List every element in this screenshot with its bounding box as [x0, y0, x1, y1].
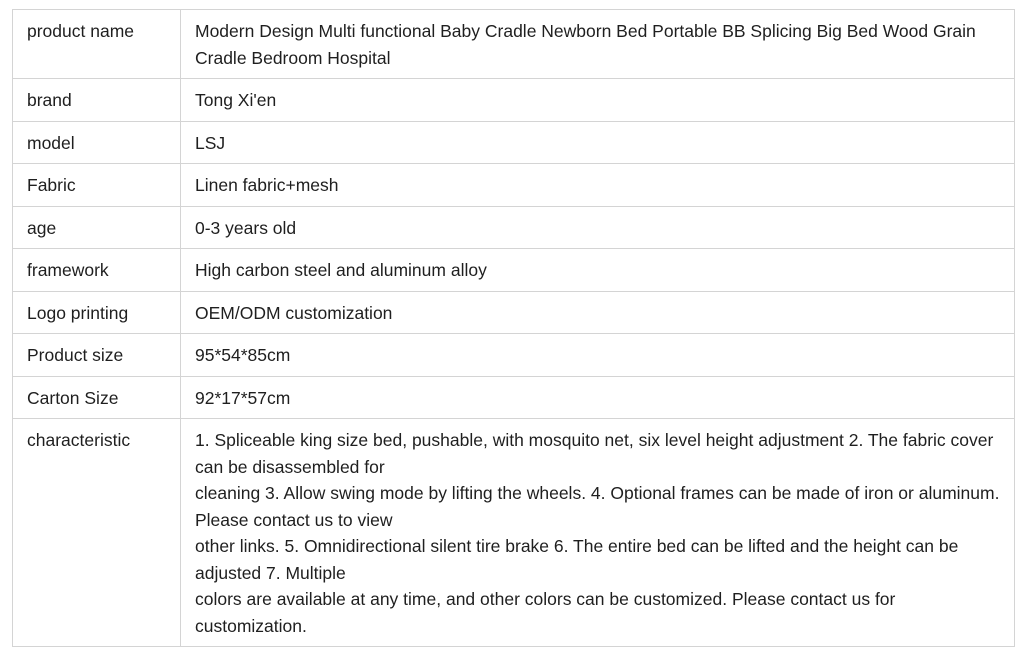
table-row	[13, 419, 1015, 647]
spec-value-line: 1. Spliceable king size bed, pushable, with mosquito net, six level height adjustment 2. The fabric cover can be disassembled for	[195, 430, 994, 477]
spec-label: model	[13, 121, 181, 164]
spec-value-line: cleaning 3. Allow swing mode by lifting the wheels. 4. Optional frames can be made of iron or aluminum. Please contact us to view	[195, 483, 1000, 530]
table-row	[13, 249, 1015, 292]
spec-value	[181, 334, 1015, 377]
table-row	[13, 10, 1015, 79]
spec-value	[181, 206, 1015, 249]
spec-value	[181, 419, 1015, 647]
table-row	[13, 164, 1015, 207]
spec-value-line: OEM/ODM customization	[195, 302, 393, 323]
spec-value-line: other links. 5. Omnidirectional silent tire brake 6. The entire bed can be lifted and the height can be adjusted 7. Multiple	[195, 536, 959, 583]
spec-value	[181, 121, 1015, 164]
spec-value	[181, 164, 1015, 207]
spec-label: age	[13, 206, 181, 249]
spec-value	[181, 376, 1015, 419]
spec-value-line: LSJ	[195, 132, 226, 153]
spec-value-line: Tong Xi'en	[195, 90, 277, 110]
table-row	[13, 376, 1015, 419]
spec-label: Product size	[13, 334, 181, 377]
spec-label: brand	[13, 79, 181, 122]
spec-value-line: High carbon steel and aluminum alloy	[195, 260, 487, 280]
spec-value-line: 92*17*57cm	[195, 387, 291, 408]
table-row	[13, 291, 1015, 334]
spec-label: characteristic	[13, 419, 181, 647]
product-spec-table	[12, 9, 1015, 647]
spec-value-line: Modern Design Multi functional Baby Cradle Newborn Bed Portable BB Splicing Big Bed Wood Grain Cradle Bedroom Hospital	[195, 21, 976, 68]
spec-label: product name	[13, 10, 181, 79]
spec-label: Logo printing	[13, 291, 181, 334]
spec-value-line: 95*54*85cm	[195, 345, 291, 365]
table-row	[13, 206, 1015, 249]
spec-value	[181, 79, 1015, 122]
table-row	[13, 334, 1015, 377]
spec-value-line: 0-3 years old	[195, 217, 297, 238]
spec-value	[181, 249, 1015, 292]
spec-label: Carton Size	[13, 376, 181, 419]
spec-value	[181, 10, 1015, 79]
spec-value	[181, 291, 1015, 334]
spec-value-line: Linen fabric+mesh	[195, 175, 339, 195]
spec-label: Fabric	[13, 164, 181, 207]
spec-label: framework	[13, 249, 181, 292]
spec-value-line: colors are available at any time, and other colors can be customized. Please contact us for customization.	[195, 589, 896, 636]
table-row	[13, 121, 1015, 164]
table-row	[13, 79, 1015, 122]
